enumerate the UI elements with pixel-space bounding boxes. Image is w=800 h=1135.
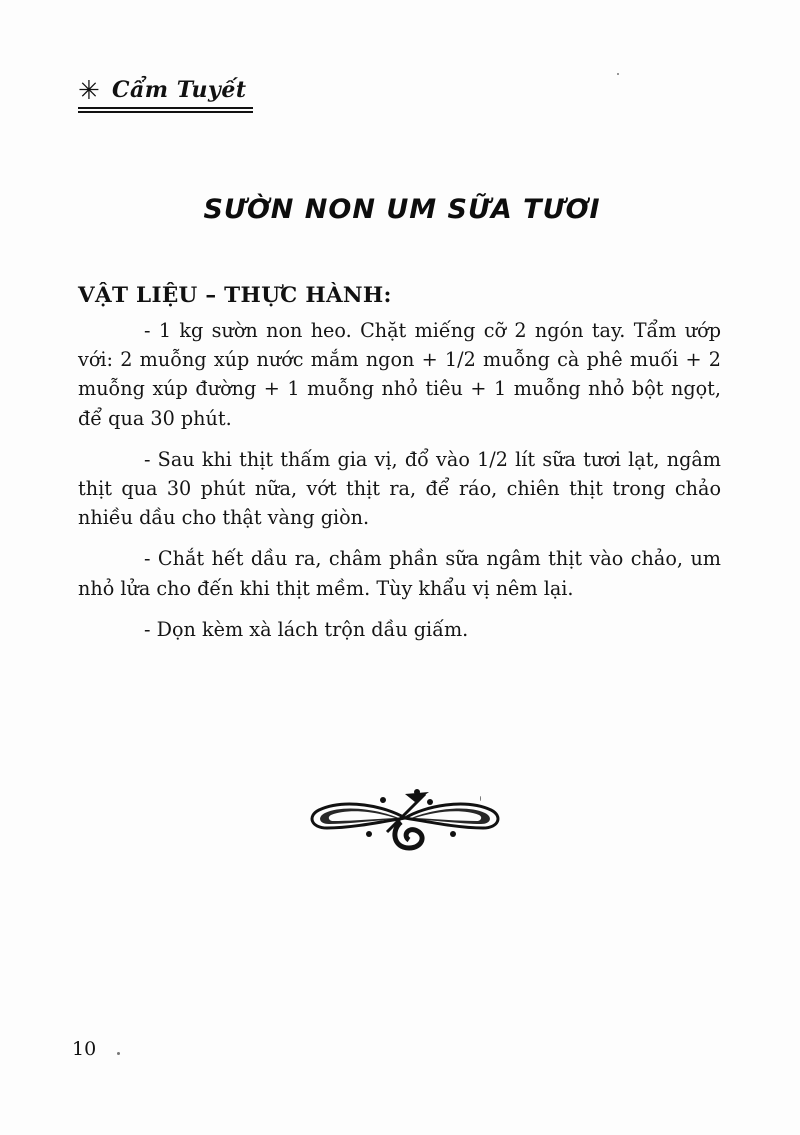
recipe-paragraph-simmer: - Chắt hết dầu ra, châm phần sữa ngâm thịt vào chảo, um nhỏ lửa cho đến khi thịt mềm. Tùy khẩu vị nêm lại. (78, 547, 721, 600)
recipe-body (78, 316, 721, 656)
flourish-ornament-icon (305, 788, 505, 852)
asterisk-icon: ✳ (78, 76, 100, 106)
recipe-paragraph-serve: - Dọn kèm xà lách trộn dầu giấm. (144, 617, 469, 641)
running-header (78, 76, 253, 112)
header-rule-bottom (78, 111, 253, 113)
recipe-paragraph-ingredients: - 1 kg sườn non heo. Chặt miếng cỡ 2 ngón tay. Tẩm ướp với: 2 muỗng xúp nước mắm ngon + 1/2 muỗng cà phê muối + 2 muỗng xúp đường + 1 muỗng nhỏ tiêu + 1 muỗng nhỏ bột ngọt, để qua 30 phút. (78, 319, 721, 430)
author-name: Cẩm Tuyết (112, 77, 247, 103)
recipe-paragraph-soak-fry: - Sau khi thịt thấm gia vị, đổ vào 1/2 lít sữa tươi lạt, ngâm thịt qua 30 phút nữa, vớt thịt ra, để ráo, chiên thịt trong chảo nhiều dầu cho thật vàng giòn. (78, 447, 721, 530)
scan-speck (117, 1052, 120, 1055)
page-number: 10 (72, 1038, 97, 1060)
section-heading: VẬT LIỆU – THỰC HÀNH: (78, 283, 392, 308)
scan-speck (480, 796, 481, 801)
recipe-title: SƯỜN NON UM SỮA TƯƠI (203, 194, 601, 225)
scan-speck (617, 73, 619, 75)
header-rule-top (78, 107, 253, 109)
